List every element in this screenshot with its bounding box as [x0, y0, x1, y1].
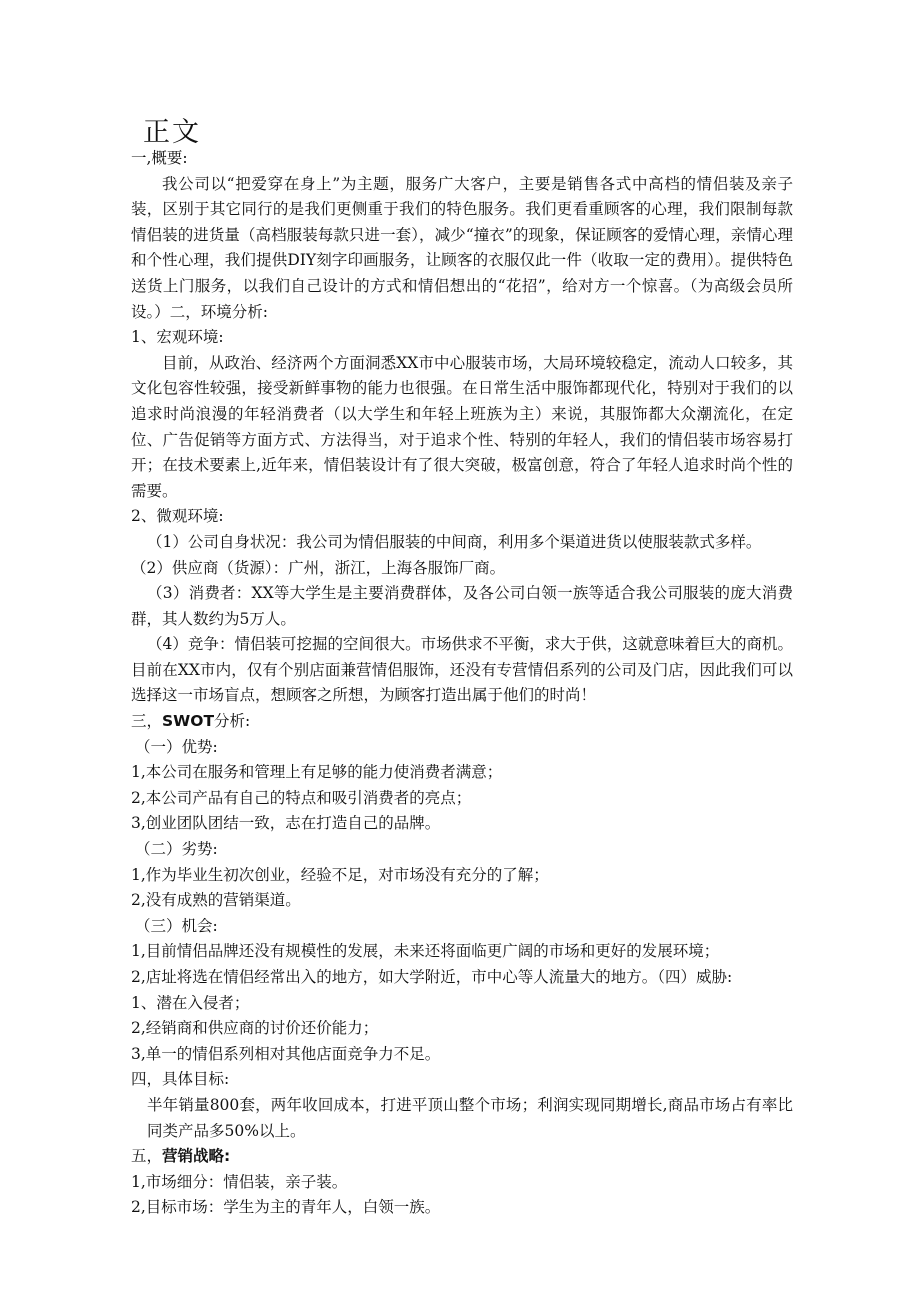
micro-item-3: （3）消费者：XX等大学生是主要消费群体，及各公司白领一族等适合我公司服装的庞大消费群，其人数约为5万人。: [131, 584, 793, 628]
overview-heading: 一,概要:: [131, 149, 188, 167]
micro-item-4: （4）竞争：情侣装可挖掘的空间很大。市场供求不平衡，求大于供，这就意味着巨大的商机。目前在XX市内，仅有个别店面兼营情侣服饰，还没有专营情侣系列的公司及门店，因此我们可以选择这一市场盲点，想顾客之所想，为顾客打造出属于他们的时尚！: [131, 635, 793, 705]
strength-heading: （一）优势:: [135, 737, 218, 756]
strategy-heading: [131, 1144, 793, 1170]
strength-item-2: 2,本公司产品有自己的特点和吸引消费者的亮点；: [131, 788, 472, 807]
opportunity-heading: （三）机会:: [135, 916, 218, 935]
goals-paragraph: [131, 1093, 793, 1144]
strategy-item-2: 2,目标市场：学生为主的青年人，白领一族。: [131, 1198, 441, 1217]
goals-paragraph-text: 半年销量800套，两年收回成本，打进平顶山整个市场；利润实现同期增长,商品市场占有率比同类产品多50%以上。: [147, 1095, 793, 1140]
threat-item-3: 3,单一的情侣系列相对其他店面竞争力不足。: [131, 1044, 441, 1063]
opportunity-item-2: 2,店址将选在情侣经常出入的地方，如大学附近，市中心等人流量大的地方。（四）威胁:: [131, 968, 733, 986]
threat-item-2: 2,经销商和供应商的讨价还价能力；: [131, 1019, 379, 1038]
swot-heading-prefix: 三，: [131, 712, 163, 731]
macro-paragraph: 目前，从政治、经济两个方面洞悉XX市中心服装市场，大局环境较稳定，流动人口较多，其文化包容性较强，接受新鲜事物的能力也很强。在日常生活中服饰都现代化，特别对于我们的以追求时尚浪漫的年轻消费者（以大学生和年轻上班族为主）来说，其服饰都大众潮流化，在定位、广告促销等方面方式、方法得当，对于追求个性、特别的年轻人，我们的情侣装市场容易打开；在技术要素上,近年来，情侣装设计有了很大突破，极富创意，符合了年轻人追求时尚个性的需要。: [131, 353, 793, 500]
threat-item-1: 1、潜在入侵者；: [131, 993, 250, 1012]
strength-item-3: 3,创业团队团结一致，志在打造自己的品牌。: [131, 814, 441, 833]
weakness-heading: （二）劣势:: [135, 840, 218, 859]
weakness-item-1: 1,作为毕业生初次创业，经验不足，对市场没有充分的了解；: [131, 865, 549, 884]
swot-heading-bold: SWOT: [162, 712, 215, 731]
micro-heading: 2、微观环境:: [131, 507, 224, 526]
strategy-item-1: 1,市场细分：情侣装，亲子装。: [131, 1172, 348, 1191]
micro-item-1: （1）公司自身状况：我公司为情侣服装的中间商，利用多个渠道进货以使服装款式多样。: [147, 532, 762, 551]
strategy-heading-prefix: 五，: [131, 1147, 163, 1166]
opportunity-item-1: 1,目前情侣品牌还没有规模性的发展，未来还将面临更广阔的市场和更好的发展环境；: [131, 942, 720, 961]
swot-heading-suffix: 分析:: [214, 712, 251, 731]
document-body: [131, 146, 793, 1221]
weakness-item-2: 2,没有成熟的营销渠道。: [131, 891, 301, 910]
swot-heading: [131, 709, 793, 735]
strategy-heading-bold: 营销战略:: [162, 1147, 231, 1166]
document-title: 正文: [143, 117, 201, 148]
overview-paragraph: 我公司以“把爱穿在身上”为主题，服务广大客户，主要是销售各式中高档的情侣装及亲子装，区别于其它同行的是我们更侧重于我们的特色服务。我们更看重顾客的心理，我们限制每款情侣装的进货量（高档服装每款只进一套），减少“撞衣”的现象，保证顾客的爱情心理，亲情心理和个性心理，我们提供DIY刻字印画服务，让顾客的衣服仅此一件（收取一定的费用）。提供特色送货上门服务，以我们自己设计的方式和情侣想出的“花招”，给对方一个惊喜。（为高级会员所设。）二，环境分析:: [131, 174, 793, 321]
macro-heading: 1、宏观环境:: [131, 328, 224, 347]
goals-heading: 四，具体目标:: [131, 1070, 230, 1089]
micro-item-2: （2）供应商（货源）：广州，浙江，上海各服饰厂商。: [131, 558, 506, 577]
strength-item-1: 1,本公司在服务和管理上有足够的能力使消费者满意；: [131, 763, 503, 782]
